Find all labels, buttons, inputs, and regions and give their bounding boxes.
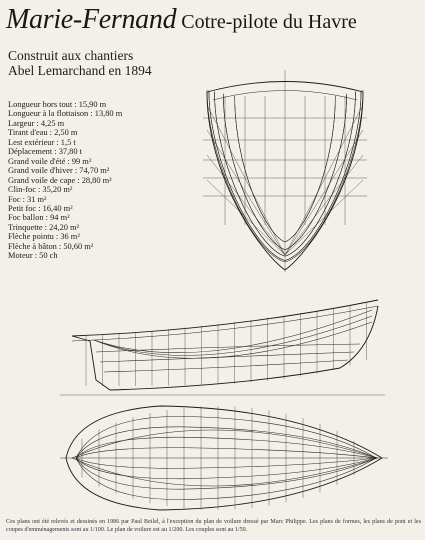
diagonal-line bbox=[285, 155, 363, 255]
spec-item: Lest extérieur : 1,5 t bbox=[8, 137, 76, 147]
spec-item: Petit foc : 16,40 m² bbox=[8, 203, 73, 213]
waterline bbox=[104, 360, 348, 372]
waterline bbox=[100, 352, 354, 362]
sheer-plan-drawing bbox=[60, 300, 385, 395]
diagonal-line bbox=[207, 130, 285, 255]
spec-item: Foc ballon : 94 m² bbox=[8, 213, 70, 223]
spec-item: Largeur : 4,25 m bbox=[8, 118, 65, 128]
spec-item: Tirant d'eau : 2,50 m bbox=[8, 128, 78, 138]
waterline bbox=[76, 458, 376, 500]
spec-item: Grand voile d'été : 99 m² bbox=[8, 156, 92, 166]
stern-line bbox=[72, 336, 90, 341]
body-plan-drawing bbox=[203, 70, 367, 272]
section-curve bbox=[209, 90, 285, 260]
spec-item: Déplacement : 37,80 t bbox=[8, 147, 82, 157]
spec-item: Longueur à la flottaison : 13,80 m bbox=[8, 109, 123, 119]
section-curve bbox=[285, 90, 361, 260]
spec-item: Moteur : 50 ch bbox=[8, 251, 58, 261]
spec-item: Flèche à bâton : 50,60 m² bbox=[8, 241, 94, 251]
diagonal-line bbox=[285, 130, 363, 255]
rail-line bbox=[72, 306, 378, 341]
construction-line-2: Abel Lemarchand en 1894 bbox=[8, 63, 152, 78]
diagonal-line bbox=[285, 180, 363, 255]
section-curve bbox=[223, 94, 285, 250]
spec-item: Grand voile de cape : 28,80 m² bbox=[8, 175, 112, 185]
diagonal-line bbox=[207, 155, 285, 255]
midship-section bbox=[207, 92, 285, 270]
boat-name: Marie-Fernand bbox=[6, 4, 177, 35]
diagonal-line bbox=[207, 180, 285, 255]
boat-type: Cotre-pilote du Havre bbox=[181, 11, 357, 33]
spec-item: Longueur hors tout : 15,90 m bbox=[8, 100, 107, 109]
caption: Ces plans ont été relevés et dessinés en 1986 par Paul Beilel, à l'exception du plan de voilure dressé par Marc Philippe. Les plans de formes, les plans de pont et les coupes d'emménagements sont au 1/100. Le plan de voilure est au 1/200. Les couples sont au 1/50. bbox=[6, 519, 421, 533]
midship-section bbox=[285, 92, 363, 270]
section-curve bbox=[285, 90, 361, 260]
spec-item: Clin-foc : 35,20 m² bbox=[8, 185, 73, 195]
section-curve bbox=[285, 94, 347, 250]
spec-item: Grand voile d'hiver : 74,70 m² bbox=[8, 166, 110, 176]
spec-item: Trinquette : 24,20 m² bbox=[8, 222, 80, 232]
section-curve bbox=[209, 90, 285, 260]
waterline bbox=[76, 458, 376, 468]
waterline bbox=[76, 448, 376, 458]
waterline bbox=[76, 437, 376, 458]
spec-item: Foc : 31 m² bbox=[8, 194, 47, 204]
section-curve bbox=[223, 94, 285, 250]
waterline bbox=[76, 458, 376, 479]
section-curve bbox=[285, 94, 347, 250]
half-breadth-plan-drawing bbox=[60, 406, 388, 510]
waterline bbox=[76, 416, 376, 458]
spec-item: Flèche pointu : 36 m² bbox=[8, 232, 80, 242]
construction-line-1: Construit aux chantiers bbox=[8, 48, 134, 63]
sheer-line bbox=[72, 300, 378, 336]
